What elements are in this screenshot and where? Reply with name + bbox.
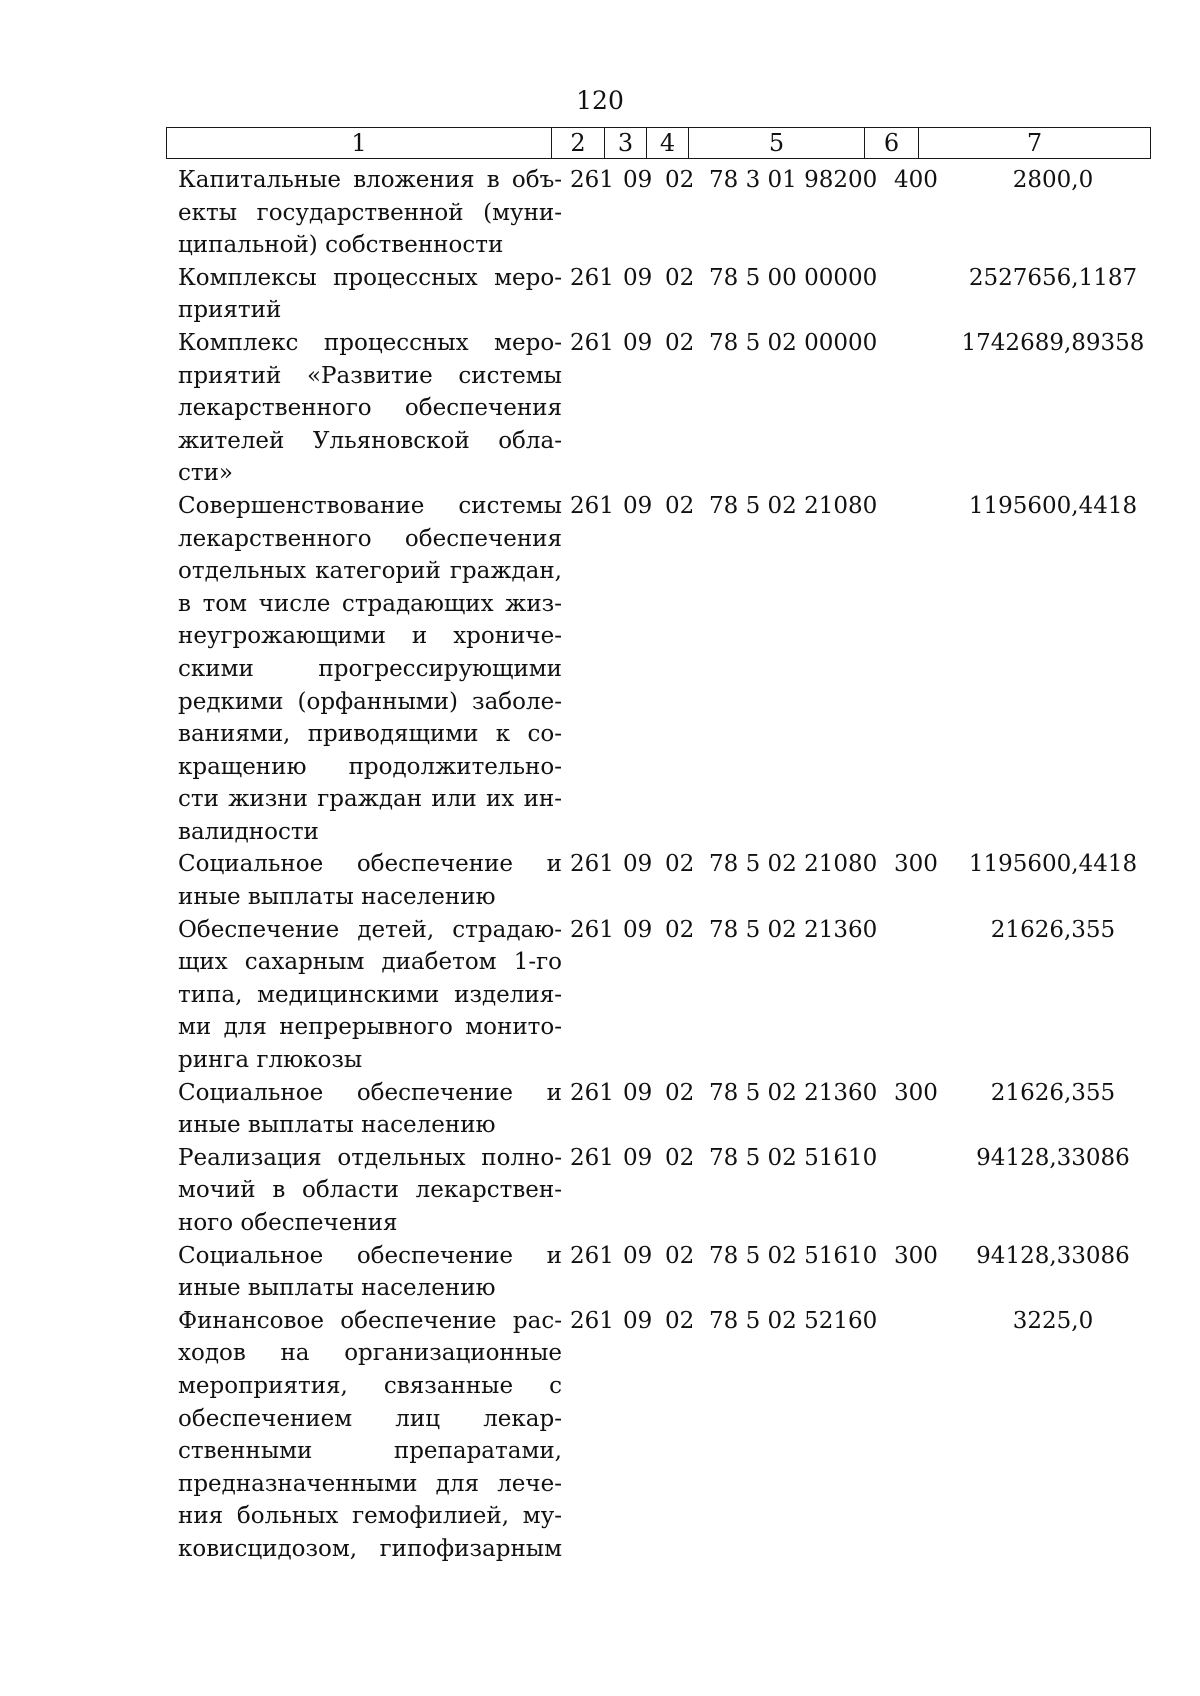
table-row [178,1077,1158,1142]
column-header-7: 7 [919,128,1151,159]
row-code-admin: 261 [570,916,614,943]
row-code-subsection: 02 [665,167,695,193]
row-name-line: лекарственного обеспечения [178,525,562,552]
page-number: 120 [576,86,624,115]
row-name [178,1240,562,1305]
row-code-section: 09 [623,1079,653,1106]
row-name-line: ваниями, приводящими к со- [178,721,562,748]
row-amount: 21626,355 [990,916,1116,943]
table-row [178,262,1158,327]
row-code-admin: 261 [570,167,614,193]
row-name [178,327,562,490]
row-code-type: 300 [894,1242,938,1269]
row-code-target: 78 5 02 21360 [709,1079,878,1106]
row-name [178,164,562,262]
row-name-line: Социальное обеспечение и [178,1079,562,1106]
row-name-line: Комплексы процессных меро- [178,264,562,291]
row-code-admin: 261 [570,1079,614,1106]
row-code-section: 09 [623,1307,653,1334]
table-row [178,490,1158,849]
row-code-target: 78 5 02 21360 [709,916,878,943]
row-code-admin: 261 [570,851,614,878]
table-row [178,1142,1158,1240]
row-name [178,914,562,1077]
row-name-line: иные выплаты населению [178,884,496,911]
column-header-2: 2 [552,128,605,159]
row-code-target: 78 5 02 52160 [709,1307,878,1334]
row-name-line: Реализация отдельных полно- [178,1144,562,1171]
row-amount: 1742689,89358 [961,329,1145,356]
row-code-admin: 261 [570,329,614,356]
row-amount: 21626,355 [990,1079,1116,1106]
row-name-line: ципальной) собственности [178,232,504,259]
row-amount: 1195600,4418 [968,851,1138,878]
row-amount: 94128,33086 [976,1144,1130,1171]
row-name-line: приятий «Развитие системы [178,362,562,389]
row-name-line: жителей Ульяновской обла- [178,427,562,454]
row-name-line: Социальное обеспечение и [178,1242,562,1269]
column-header-5: 5 [689,128,865,159]
row-name-line: обеспечением лиц лекар- [178,1405,562,1432]
row-code-section: 09 [623,916,653,943]
row-amount: 3225,0 [1012,1307,1094,1334]
row-name-line: ковисцидозом, гипофизарным [178,1535,562,1562]
table-header [166,127,1151,159]
row-amount: 1195600,4418 [968,492,1138,519]
table-row [178,1305,1158,1566]
column-header-3: 3 [605,128,647,159]
row-name-line: ния больных гемофилией, му- [178,1503,562,1530]
table-row [178,848,1158,913]
column-header-6: 6 [865,128,919,159]
row-name-line: приятий [178,297,282,324]
column-header-4: 4 [647,128,689,159]
row-name-line: отдельных категорий граждан, [178,558,562,585]
table-row [178,327,1158,490]
row-name-line: ми для непрерывного монито- [178,1014,562,1041]
row-code-subsection: 02 [665,492,695,519]
row-name-line: екты государственной (муни- [178,199,562,226]
row-name-line: ходов на организационные [178,1340,562,1367]
row-name [178,490,562,849]
row-name-line: ного обеспечения [178,1210,398,1236]
row-code-section: 09 [623,167,653,193]
row-name-line: щих сахарным диабетом 1-го [178,949,562,976]
row-name-line: лекарственного обеспечения [178,395,562,422]
row-code-section: 09 [623,1144,653,1171]
row-code-subsection: 02 [665,916,695,943]
row-name-line: сти жизни граждан или их ин- [178,786,562,813]
row-code-admin: 261 [570,264,614,291]
row-name-line: Обеспечение детей, страдаю- [178,916,562,943]
row-code-admin: 261 [570,492,614,519]
row-name-line: ственными препаратами, [178,1438,562,1465]
table-row [178,914,1158,1077]
row-code-admin: 261 [570,1307,614,1334]
row-name-line: Совершенствование системы [178,492,562,519]
row-code-subsection: 02 [665,329,695,356]
row-name-line: предназначенными для лече- [178,1470,562,1497]
row-code-section: 09 [623,329,653,356]
row-code-target: 78 5 02 21080 [709,851,878,878]
row-name-line: Комплекс процессных меро- [178,329,562,356]
row-code-section: 09 [623,492,653,519]
row-code-subsection: 02 [665,1307,695,1334]
row-code-target: 78 5 00 00000 [709,264,878,291]
row-code-subsection: 02 [665,264,695,291]
row-code-target: 78 5 02 21080 [709,492,878,519]
row-code-type: 300 [894,1079,938,1106]
row-code-target: 78 5 02 51610 [709,1242,878,1269]
row-name [178,1142,562,1240]
row-name-line: мероприятия, связанные с [178,1372,562,1399]
table-body [178,164,1158,1566]
row-name-line: в том числе страдающих жиз- [178,590,562,617]
row-code-section: 09 [623,264,653,291]
row-code-subsection: 02 [665,1242,695,1269]
row-name-line: Финансовое обеспечение рас- [178,1307,562,1334]
row-code-subsection: 02 [665,851,695,878]
row-name-line: мочий в области лекарствен- [178,1177,562,1204]
row-code-section: 09 [623,851,653,878]
row-code-admin: 261 [570,1242,614,1269]
row-code-section: 09 [623,1242,653,1269]
row-name-line: Капитальные вложения в объ- [178,167,562,193]
table-row [178,1240,1158,1305]
row-name-line: неугрожающими и хрониче- [178,623,562,650]
row-name-line: сти» [178,460,234,487]
row-name-line: кращению продолжительно- [178,753,562,780]
table-row [178,164,1158,262]
row-code-target: 78 5 02 51610 [709,1144,878,1171]
column-header-1: 1 [167,128,552,159]
row-name-line: скими прогрессирующими [178,655,562,682]
row-name [178,262,562,327]
row-name-line: иные выплаты населению [178,1275,496,1302]
row-name-line: Социальное обеспечение и [178,851,562,878]
row-code-target: 78 3 01 98200 [709,167,878,193]
row-name [178,848,562,913]
row-name-line: типа, медицинскими изделия- [178,981,562,1008]
row-name-line: иные выплаты населению [178,1112,496,1139]
row-code-admin: 261 [570,1144,614,1171]
row-amount: 94128,33086 [976,1242,1130,1269]
row-name-line: валидности [178,818,319,845]
row-code-type: 300 [894,851,938,878]
row-code-type: 400 [894,167,938,193]
row-name [178,1305,562,1566]
row-amount: 2800,0 [1012,167,1094,193]
row-code-subsection: 02 [665,1079,695,1106]
row-name-line: редкими (орфанными) заболе- [178,688,562,715]
row-name [178,1077,562,1142]
row-code-subsection: 02 [665,1144,695,1171]
row-amount: 2527656,1187 [968,264,1138,291]
row-name-line: ринга глюкозы [178,1047,363,1074]
row-code-target: 78 5 02 00000 [709,329,878,356]
